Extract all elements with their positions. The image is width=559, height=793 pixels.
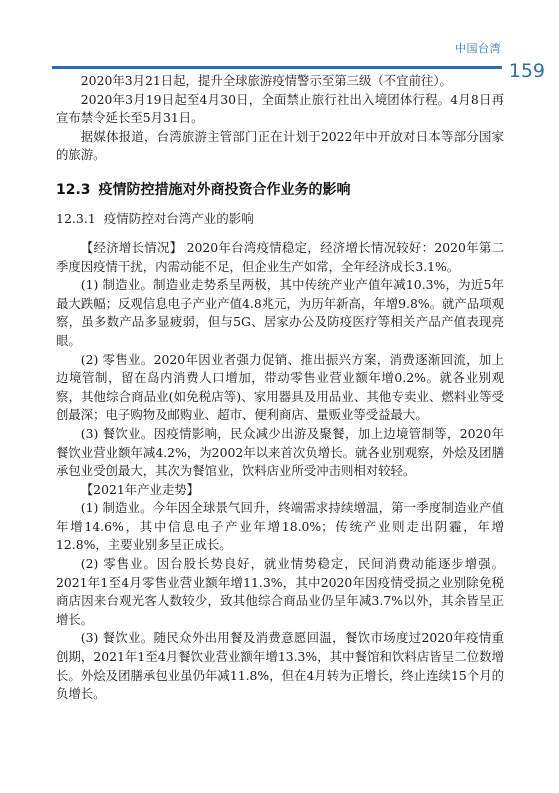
paragraph: 【经济增长情况】 2020年台湾疫情稳定，经济增长情况较好：2020年第二季度因疫情干扰，内需动能不足，但企业生产如常，全年经济成长3.1%。 xyxy=(56,239,504,274)
paragraph: (3) 餐饮业。因疫情影响，民众减少出游及聚餐，加上边境管制等，2020年餐饮业营业额年减4.2%，为2002年以来首次负增长。就各业别观察，外烩及团膳承包业受创最大，其次为餐馆业，饮料店业所受冲击则相对较轻。 xyxy=(56,425,504,479)
paragraph: (2) 零售业。因台股长势良好，就业情势稳定，民间消费动能逐步增强。2021年1至4月零售业营业额年增11.3%，其中2020年因疫情受损之业别除免税商店因来台观光客人数较少，致其他综合商品业仍呈年减3.7%以外，其余皆呈正增长。 xyxy=(56,556,504,627)
paragraph: (1) 制造业。今年因全球景气回升，终端需求持续增温，第一季度制造业产值年增14.6%，其中信息电子产业年增18.0%；传统产业则走出阴霾，年增12.8%，主要业别多呈正成长。 xyxy=(56,500,504,553)
paragraph: 据媒体报道，台湾旅游主管部门正在计划于2022年中开放对日本等部分国家的旅游。 xyxy=(56,128,504,163)
paragraph: 2020年3月21日起，提升全球旅游疫情警示至第三级（不宜前往）。 xyxy=(80,73,452,88)
page-number: 159 xyxy=(508,60,545,82)
paragraph: (3) 餐饮业。随民众外出用餐及消费意愿回温，餐饮市场度过2020年疫情重创期，2021年1至4月餐饮业营业额年增13.3%，其中餐馆和饮料店皆呈二位数增长。外烩及团膳承包业虽仍年减11.8%，但在4月转为正增长，终止连续15个月的负增长。 xyxy=(56,630,504,702)
section-title: 疫情防控措施对外商投资合作业务的影响 xyxy=(98,181,351,198)
paragraph: 【2021年产业走势】 xyxy=(80,481,200,497)
paragraph: 2020年3月19日起至4月30日，全面禁止旅行社出入境团体行程。4月8日再宣布禁令延长至5月31日。 xyxy=(56,91,504,126)
subsection-heading xyxy=(56,209,504,227)
subsection-title: 疫情防控对台湾产业的影响 xyxy=(103,210,254,226)
paragraph: (1) 制造业。制造业走势系呈两极，其中传统产业产值年减10.3%，为近5年最大跌幅；反观信息电子产业产值4.8兆元，为历年新高，年增9.8%。就产品项观察，虽多数产品多显疲弱，但与5G、居家办公及防疫医疗等相关产品产值表现亮眼。 xyxy=(56,277,504,348)
running-header-label: 中国台湾 xyxy=(455,42,501,55)
section-number: 12.3 xyxy=(56,181,91,198)
section-heading xyxy=(56,179,504,199)
header-rule xyxy=(52,66,502,69)
paragraph: (2) 零售业。2020年因业者强力促销、推出振兴方案，消费逐渐回流，加上边境管制，留在岛内消费人口增加，带动零售业营业额年增0.2%。就各业别观察，其他综合商品业(如免税店等)、家用器具及用品业、其他专卖业、燃料业等受创最深；电子购物及邮购业、超市、便利商店、量贩业等受益最大。 xyxy=(56,351,504,423)
subsection-number: 12.3.1 xyxy=(56,210,96,226)
page-body xyxy=(56,72,504,704)
